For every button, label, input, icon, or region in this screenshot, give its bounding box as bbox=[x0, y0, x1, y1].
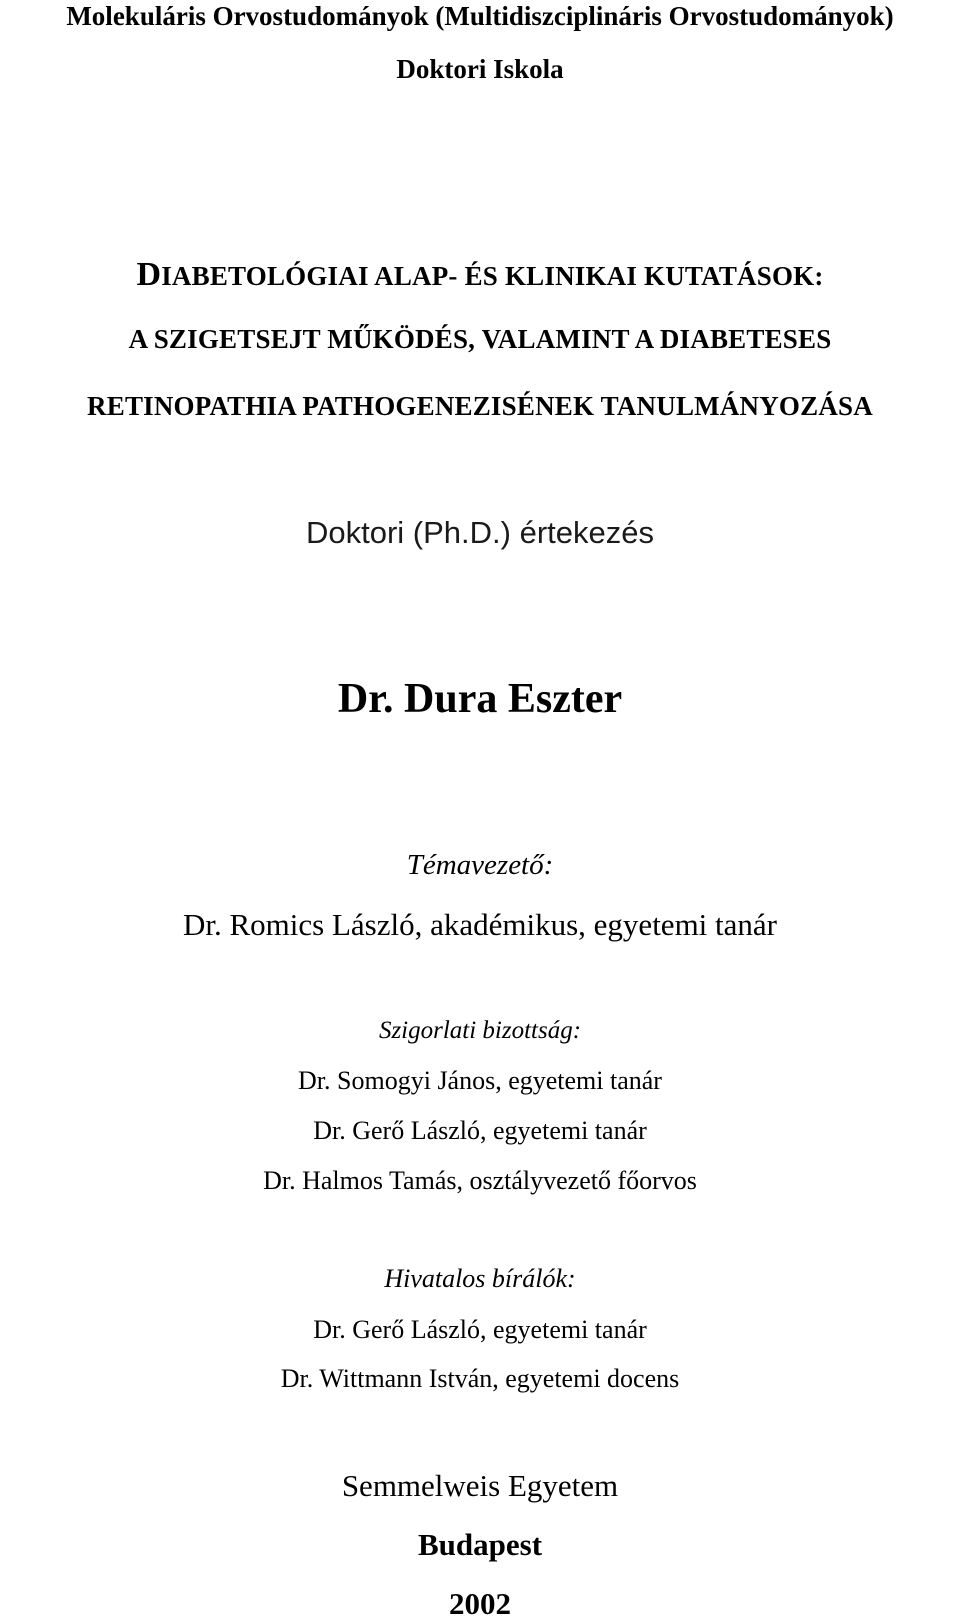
committee-member: Dr. Gerő László, egyetemi tanár bbox=[313, 1116, 647, 1145]
title-line-1-text: IABETOLÓGIAI ALAP- ÉS KLINIKAI KUTATÁSOK: bbox=[161, 261, 824, 291]
supervisor-label: Témavezető: bbox=[406, 849, 554, 881]
doctoral-school-subtitle: Doktori Iskola bbox=[396, 54, 564, 84]
reviewer: Dr. Gerő László, egyetemi tanár bbox=[313, 1315, 647, 1344]
university-name: Semmelweis Egyetem bbox=[341, 1468, 619, 1503]
doctoral-school-name: Molekuláris Orvostudományok (Multidiszciplináris Orvostudományok) bbox=[66, 1, 894, 31]
dissertation-title-line-2: A SZIGETSEJT MŰKÖDÉS, VALAMINT A DIABETESES bbox=[128, 324, 832, 354]
city: Budapest bbox=[417, 1527, 543, 1562]
committee-member: Dr. Halmos Tamás, osztályvezető főorvos bbox=[263, 1166, 697, 1195]
supervisor-name: Dr. Romics László, akadémikus, egyetemi tanár bbox=[183, 907, 777, 942]
reviewer: Dr. Wittmann István, egyetemi docens bbox=[280, 1364, 680, 1393]
reviewers-label: Hivatalos bírálók: bbox=[384, 1264, 576, 1293]
committee-label: Szigorlati bizottság: bbox=[378, 1017, 582, 1044]
committee-member: Dr. Somogyi János, egyetemi tanár bbox=[298, 1066, 662, 1095]
degree-type: Doktori (Ph.D.) értekezés bbox=[306, 515, 654, 550]
author-name: Dr. Dura Eszter bbox=[337, 676, 623, 722]
dissertation-title-line-3: RETINOPATHIA PATHOGENEZISÉNEK TANULMÁNYOZÁSA bbox=[87, 391, 873, 421]
year: 2002 bbox=[449, 1586, 511, 1621]
dissertation-title-line-1 bbox=[0, 258, 960, 292]
title-initial: D bbox=[136, 256, 162, 293]
